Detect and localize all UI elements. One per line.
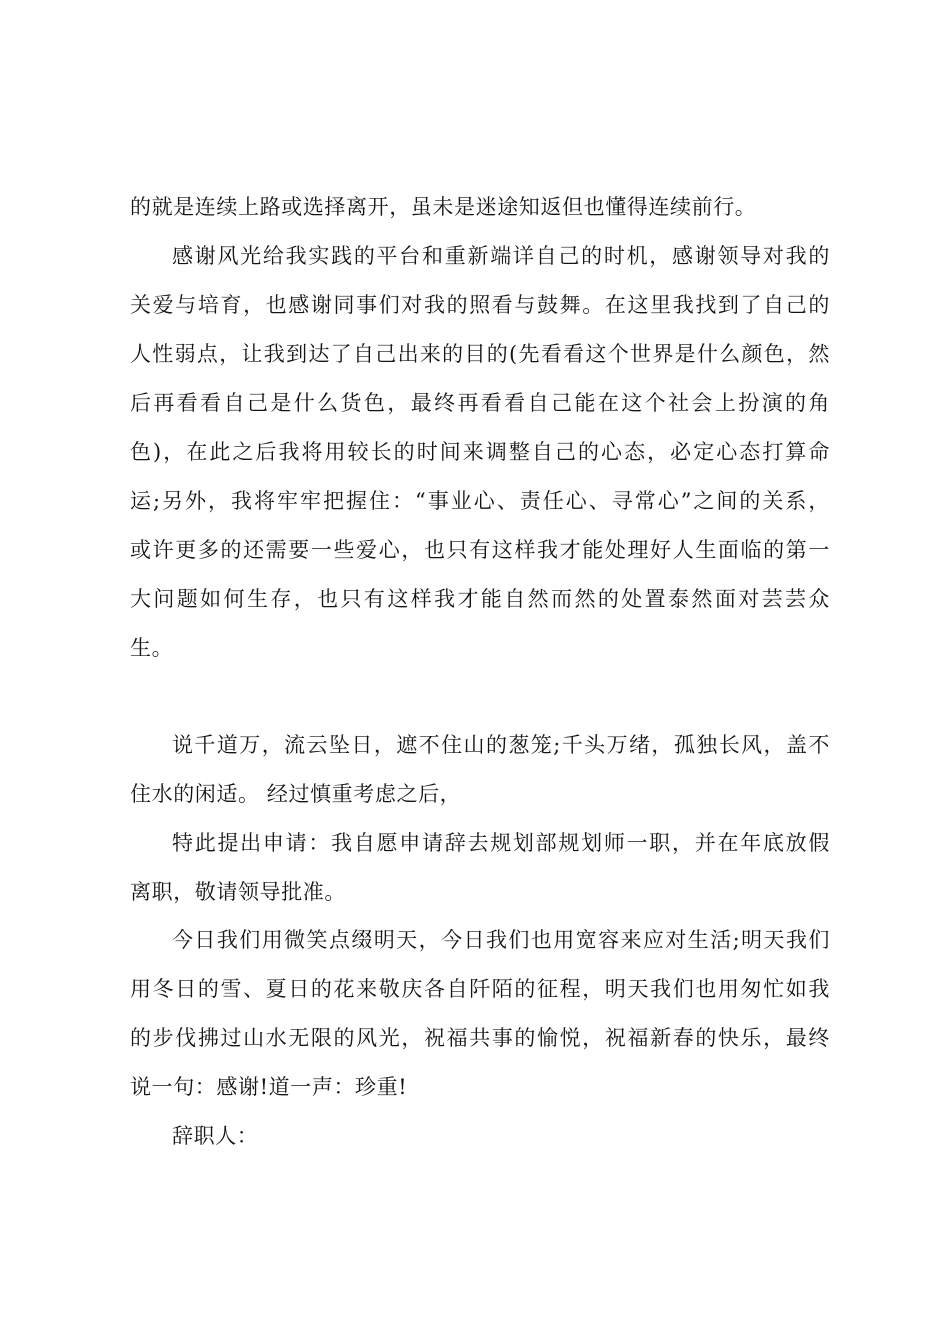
text-line: 的就是连续上路或选择离开，虽未是迷途知返但也懂得连续前行。 <box>130 195 757 219</box>
text-line: 大问题如何生存，也只有这样我才能自然而然的处置泰然面对芸芸众 <box>130 587 830 611</box>
text-line: 用冬日的雪、夏日的花来敬庆各自阡陌的征程，明天我们也用匆忙如我 <box>130 977 830 1001</box>
text-line: 感谢风光给我实践的平台和重新端详自己的时机，感谢领导对我的 <box>172 244 830 268</box>
signature-label: 辞职人： <box>172 1124 259 1148</box>
text-line: 住水的闲适。 经过慎重考虑之后， <box>130 782 462 806</box>
text-line: 说一句：感谢!道一声：珍重! <box>130 1075 408 1099</box>
text-line: 人性弱点，让我到达了自己出来的目的(先看看这个世界是什么颜色，然 <box>130 342 830 366</box>
text-line: 的步伐拂过山水无限的风光，祝福共事的愉悦，祝福新春的快乐，最终 <box>130 1026 830 1050</box>
text-line: 色)，在此之后我将用较长的时间来调整自己的心态，必定心态打算命 <box>130 440 830 464</box>
text-line: 运;另外，我将牢牢把握住：“事业心、责任心、寻常心”之间的关系， <box>130 489 830 513</box>
text-line: 或许更多的还需要一些爱心，也只有这样我才能处理好人生面临的第一 <box>130 538 830 562</box>
text-line: 后再看看自己是什么货色，最终再看看自己能在这个社会上扮演的角 <box>130 391 830 415</box>
text-line: 生。 <box>130 636 174 660</box>
text-line: 今日我们用微笑点缀明天，今日我们也用宽容来应对生活;明天我们 <box>172 928 830 952</box>
text-line: 说千道万，流云坠日，遮不住山的葱笼;千头万绪，孤独长风，盖不 <box>172 733 830 757</box>
text-line: 离职，敬请领导批准。 <box>130 880 346 904</box>
text-line: 关爱与培育，也感谢同事们对我的照看与鼓舞。在这里我找到了自己的 <box>130 293 830 317</box>
text-line: 特此提出申请：我自愿申请辞去规划部规划师一职，并在年底放假 <box>172 831 830 855</box>
